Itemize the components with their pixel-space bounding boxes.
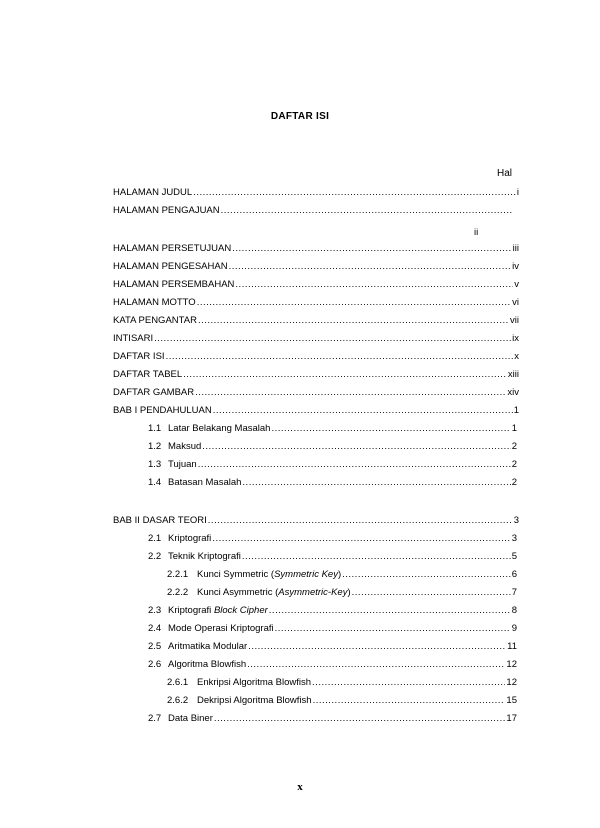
toc-entry-1-2: 1.2 Maksud ..... 2 xyxy=(148,439,517,453)
toc-entry-2-3: 2.3 Kriptografi Block Cipher ..... 8 xyxy=(148,603,517,617)
toc-entry-daftar-isi: DAFTAR ISI ..... x xyxy=(113,349,519,363)
toc-entry-2-7: 2.7 Data Biner ..... 17 xyxy=(148,711,517,725)
toc-entry-2-2-2: 2.2.2 Kunci Asymmetric (Asymmetric-Key) ..... 7 xyxy=(167,585,517,599)
toc-entry-bab-2: BAB II DASAR TEORI ..... 3 xyxy=(113,513,519,527)
toc-entry-intisari: INTISARI ..... ix xyxy=(113,331,519,345)
toc-entry-bab-1: BAB I PENDAHULUAN ..... 1 xyxy=(113,403,519,417)
toc-entry-2-2: 2.2 Teknik Kriptografi ..... 5 xyxy=(148,549,517,563)
toc-entry-halaman-motto: HALAMAN MOTTO ..... vi xyxy=(113,295,519,309)
toc-entry-kata-pengantar: KATA PENGANTAR ..... vii xyxy=(113,313,519,327)
page-number: x xyxy=(297,781,303,793)
page-title: DAFTAR ISI xyxy=(270,111,330,122)
toc-entry-2-6-2: 2.6.2 Dekripsi Algoritma Blowfish ..... 15 xyxy=(167,693,517,707)
toc-entry-2-6-1: 2.6.1 Enkripsi Algoritma Blowfish ..... 12 xyxy=(167,675,517,689)
toc-entry-2-5: 2.5 Aritmatika Modular ..... 11 xyxy=(148,639,517,653)
toc-entry-daftar-gambar: DAFTAR GAMBAR ..... xiv xyxy=(113,385,519,399)
toc-entry-halaman-pengajuan: HALAMAN PENGAJUAN ..... xyxy=(113,203,513,217)
toc-entry-daftar-tabel: DAFTAR TABEL ..... xiii xyxy=(113,367,519,381)
toc-entry-1-1: 1.1 Latar Belakang Masalah ..... 1 xyxy=(148,421,517,435)
toc-entry-halaman-persetujuan: HALAMAN PERSETUJUAN ..... iii xyxy=(113,241,519,255)
toc-entry-2-6: 2.6 Algoritma Blowfish ..... 12 xyxy=(148,657,517,671)
toc-entry-2-1: 2.1 Kriptografi ..... 3 xyxy=(148,531,517,545)
toc-entry-2-4: 2.4 Mode Operasi Kriptografi ..... 9 xyxy=(148,621,517,635)
toc-entry-halaman-pengesahan: HALAMAN PENGESAHAN ..... iv xyxy=(113,259,519,273)
toc-entry-2-2-1: 2.2.1 Kunci Symmetric (Symmetric Key) ..... 6 xyxy=(167,567,517,581)
toc-entry-halaman-pengajuan-page: ii xyxy=(474,227,479,238)
toc-entry-1-3: 1.3 Tujuan ..... 2 xyxy=(148,457,517,471)
toc-entry-halaman-persembahan: HALAMAN PERSEMBAHAN ..... v xyxy=(113,277,519,291)
toc-entry-halaman-judul: HALAMAN JUDUL ..... i xyxy=(113,185,519,199)
hal-column-label: Hal xyxy=(497,168,513,179)
toc-entry-1-4: 1.4 Batasan Masalah ..... 2 xyxy=(148,475,517,489)
